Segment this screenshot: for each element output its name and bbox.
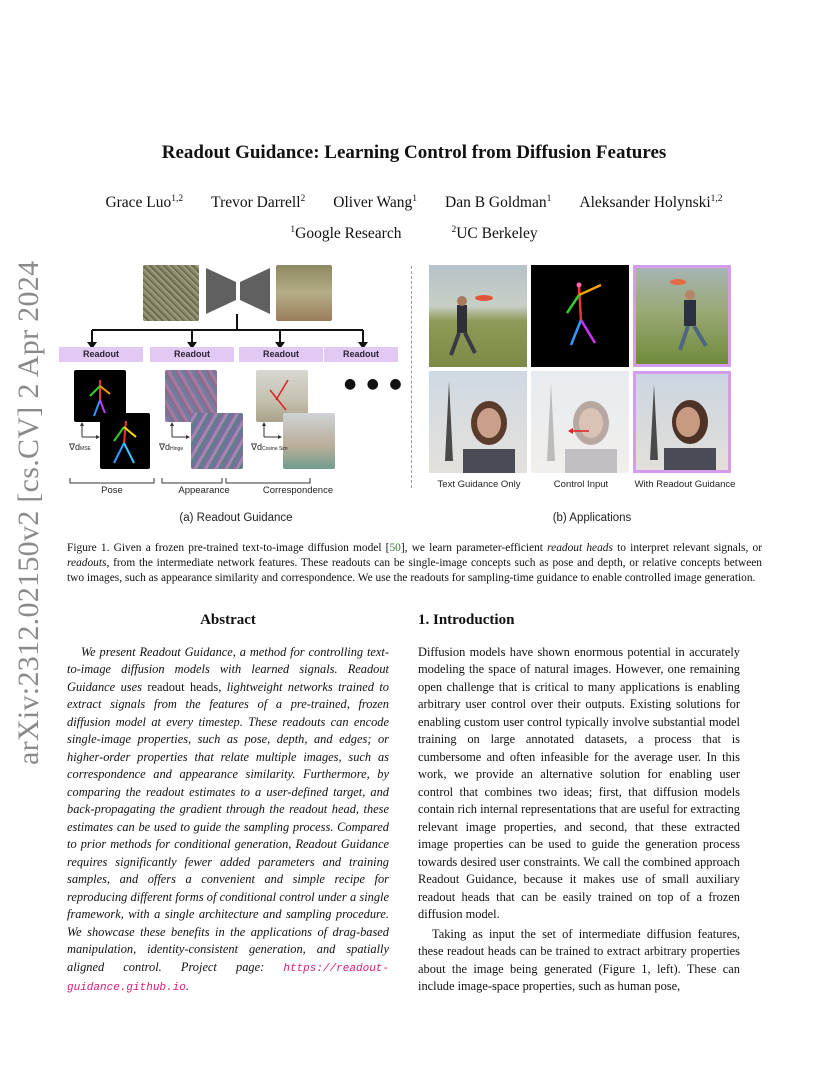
author: Trevor Darrell$^2$	[211, 194, 306, 212]
abstract-body: We present Readout Guidance, a method for controlling text-to-image diffusion models with learned signals. Readout Guidance uses readout heads, lightweight networks trained to extract signals from the features of a pre-trained, frozen diffusion model at every timestep. These readouts can encode single-image properties, such as pose, depth, and edges; or higher-order properties that relate multiple images, such as correspondence and appearance similarity. Furthermore, by comparing the readout estimates to a user-defined target, and back-propagating the gradient through the readout head, these estimates can be used to guide the sampling process. Compared to prior methods for conditional generation, Readout Guidance requires significantly fewer added parameters and training samples, and offers a convenient and simple recipe for reproducing different forms of conditional control under a single framework, with a single architecture and sampling procedure. We showcase these benefits in the applications of drag-based manipulation, identity-consistent generation, and spatially aligned control. Project page: https://readout-guidance.github.io.	[67, 644, 389, 994]
gradient-arrow-icon	[170, 422, 190, 440]
group-label-pose: Pose	[101, 485, 123, 496]
author: Aleksander Holynski$^{1,2}$	[579, 194, 723, 212]
readout-label: Readout	[59, 347, 143, 362]
gradient-arrow-icon	[262, 422, 282, 440]
unet-diagram	[202, 266, 274, 316]
introduction-paragraph: Taking as input the set of intermediate diffusion features, these readout heads can be trained to extract arbitrary properties about the image being generated (Figure 1, left). These can include image-space properties, such as human pose,	[418, 926, 740, 993]
author: Grace Luo$^{1,2}$	[105, 194, 184, 212]
paper-title: Readout Guidance: Learning Control from Diffusion Features	[161, 142, 667, 163]
text-guidance-frisbee	[429, 265, 527, 367]
branch-arrows	[80, 312, 410, 352]
abstract-heading: Abstract	[200, 612, 256, 628]
introduction-paragraph: Diffusion models have shown enormous potential in accurately modeling the space of natural images. However, one remaining open challenge that is critical to many applications is enabling arbitrary user control over their outputs. Existing solutions for enabling custom user control typically involve substantial model training on large annotated datasets, a process that is cumbersome and often infeasible for the average user. In this work, we provide an alternative solution for enabling user control that combines two ideas; first, that diffusion models contain rich internal representations that are useful for extracting relevant image properties, and second, that these extracted image properties can be used to guide the generation process towards desired user constraints. We call the combined approach Readout Guidance, because it makes use of small auxiliary readout heads that can be easily trained on top of a frozen diffusion model.	[418, 644, 740, 921]
appearance-target-image	[191, 413, 243, 469]
readout-label: Readout	[150, 347, 234, 362]
citation-link[interactable]: 50	[389, 542, 401, 554]
column-label-control-input: Control Input	[553, 479, 609, 490]
author: Dan B Goldman$^1$	[445, 194, 552, 212]
subcaption-a: (a) Readout Guidance	[179, 512, 293, 524]
readout-guided-portrait	[633, 371, 731, 473]
readout-label: Readout	[239, 347, 323, 362]
introduction-section	[418, 612, 740, 996]
figure-caption: Figure 1. Given a frozen pre-trained text-to-image diffusion model [50], we learn parameter-efficient readout heads to interpret relevant signals, or readouts, from the intermediate network features. These readouts can be single-image concepts such as pose and depth, or relative concepts between two images, such as appearance similarity and correspondence. We use the readouts for sampling-time guidance to enable controlled image generation.	[67, 542, 762, 584]
readout-label: Readout	[324, 347, 398, 362]
readout-guided-frisbee	[633, 265, 731, 367]
introduction-heading: 1. Introduction	[418, 612, 515, 628]
text-guidance-portrait	[429, 371, 527, 473]
affiliation: $^1$Google Research	[290, 225, 402, 243]
arxiv-stamp: arXiv:2312.02150v2 [cs.CV] 2 Apr 2024	[12, 260, 45, 765]
group-label-appearance: Appearance	[178, 485, 230, 496]
gradient-label: ∇dCosine Sim	[251, 442, 288, 452]
ellipsis: ● ● ●	[344, 376, 405, 392]
appearance-control-input	[531, 371, 629, 473]
pose-control-input	[531, 265, 629, 367]
pose-target-image	[100, 413, 150, 469]
project-page-link[interactable]: https://readout-guidance.github.io	[67, 962, 389, 994]
subcaption-b: (b) Applications	[552, 512, 632, 524]
gradient-label: ∇dHinge	[159, 442, 184, 452]
group-label-correspondence: Correspondence	[262, 485, 334, 496]
figure-1	[0, 0, 828, 530]
affiliation: $^2$UC Berkeley	[451, 225, 538, 243]
author: Oliver Wang$^1$	[333, 194, 418, 212]
abstract-section	[67, 612, 389, 998]
gradient-arrow-icon	[80, 422, 100, 440]
figure-divider	[411, 266, 412, 488]
correspondence-target-image	[283, 413, 335, 469]
gradient-label: ∇dMSE	[69, 442, 91, 452]
column-label-text-guidance: Text Guidance Only	[437, 479, 521, 490]
column-label-readout-guidance: With Readout Guidance	[634, 479, 736, 490]
